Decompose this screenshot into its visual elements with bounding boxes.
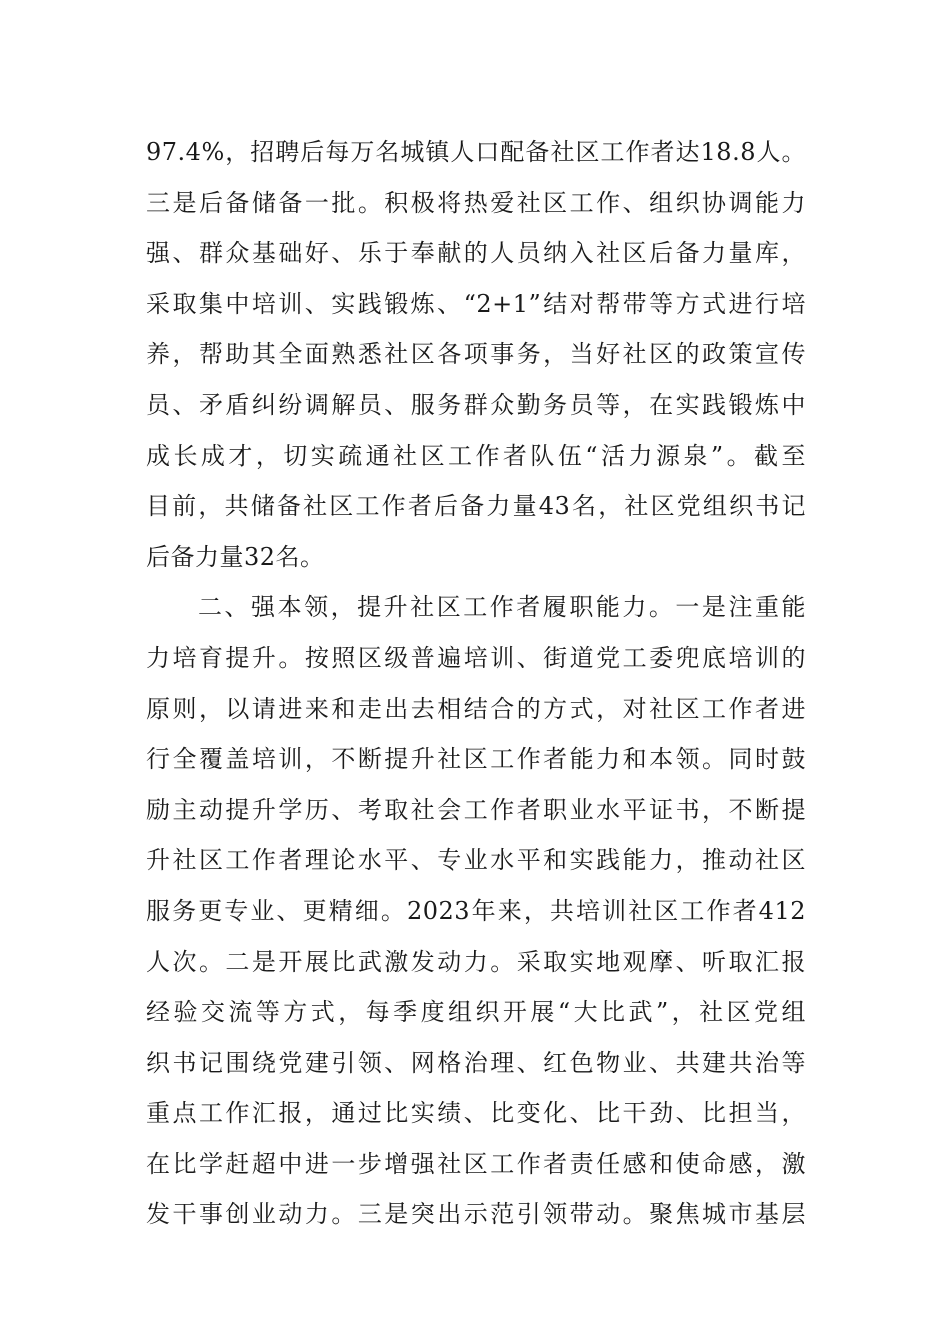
text-line: 97.4%，招聘后每万名城镇人口配备社区工作者达18.8人。 [146, 138, 806, 166]
section-heading-line: 二、强本领，提升社区工作者履职能力。一是注重能 [198, 593, 806, 622]
text-line: 员、矛盾纠纷调解员、服务群众勤务员等，在实践锻炼中 [146, 390, 806, 419]
text-line: 原则，以请进来和走出去相结合的方式，对社区工作者进 [146, 694, 806, 723]
text-line: 成长成才，切实疏通社区工作者队伍“活力源泉”。截至 [146, 441, 806, 470]
text-line: 养，帮助其全面熟悉社区各项事务，当好社区的政策宣传 [146, 340, 806, 369]
text-line: 织书记围绕党建引领、网格治理、红色物业、共建共治等 [146, 1048, 806, 1077]
text-line: 在比学赶超中进一步增强社区工作者责任感和使命感，激 [146, 1149, 806, 1178]
text-line: 目前，共储备社区工作者后备力量43名，社区党组织书记 [146, 492, 806, 521]
text-line: 三是后备储备一批。积极将热爱社区工作、组织协调能力 [146, 188, 806, 217]
text-line: 强、群众基础好、乐于奉献的人员纳入社区后备力量库， [146, 239, 806, 268]
text-line: 采取集中培训、实践锻炼、“2+1”结对帮带等方式进行培 [146, 289, 806, 318]
text-line: 重点工作汇报，通过比实绩、比变化、比干劲、比担当， [146, 1099, 806, 1128]
text-line: 经验交流等方式，每季度组织开展“大比武”，社区党组 [146, 998, 806, 1027]
text-line: 后备力量32名。 [146, 542, 325, 571]
text-line: 发干事创业动力。三是突出示范引领带动。聚焦城市基层 [146, 1200, 806, 1229]
text-line: 行全覆盖培训，不断提升社区工作者能力和本领。同时鼓 [146, 745, 806, 774]
text-line: 力培育提升。按照区级普遍培训、街道党工委兜底培训的 [146, 643, 806, 672]
text-line: 服务更专业、更精细。2023年来，共培训社区工作者412 [146, 896, 806, 925]
text-line: 励主动提升学历、考取社会工作者职业水平证书，不断提 [146, 795, 806, 824]
text-line: 升社区工作者理论水平、专业水平和实践能力，推动社区 [146, 846, 806, 875]
text-line: 人次。二是开展比武激发动力。采取实地观摩、听取汇报 [146, 947, 806, 976]
body-text [146, 127, 806, 1240]
